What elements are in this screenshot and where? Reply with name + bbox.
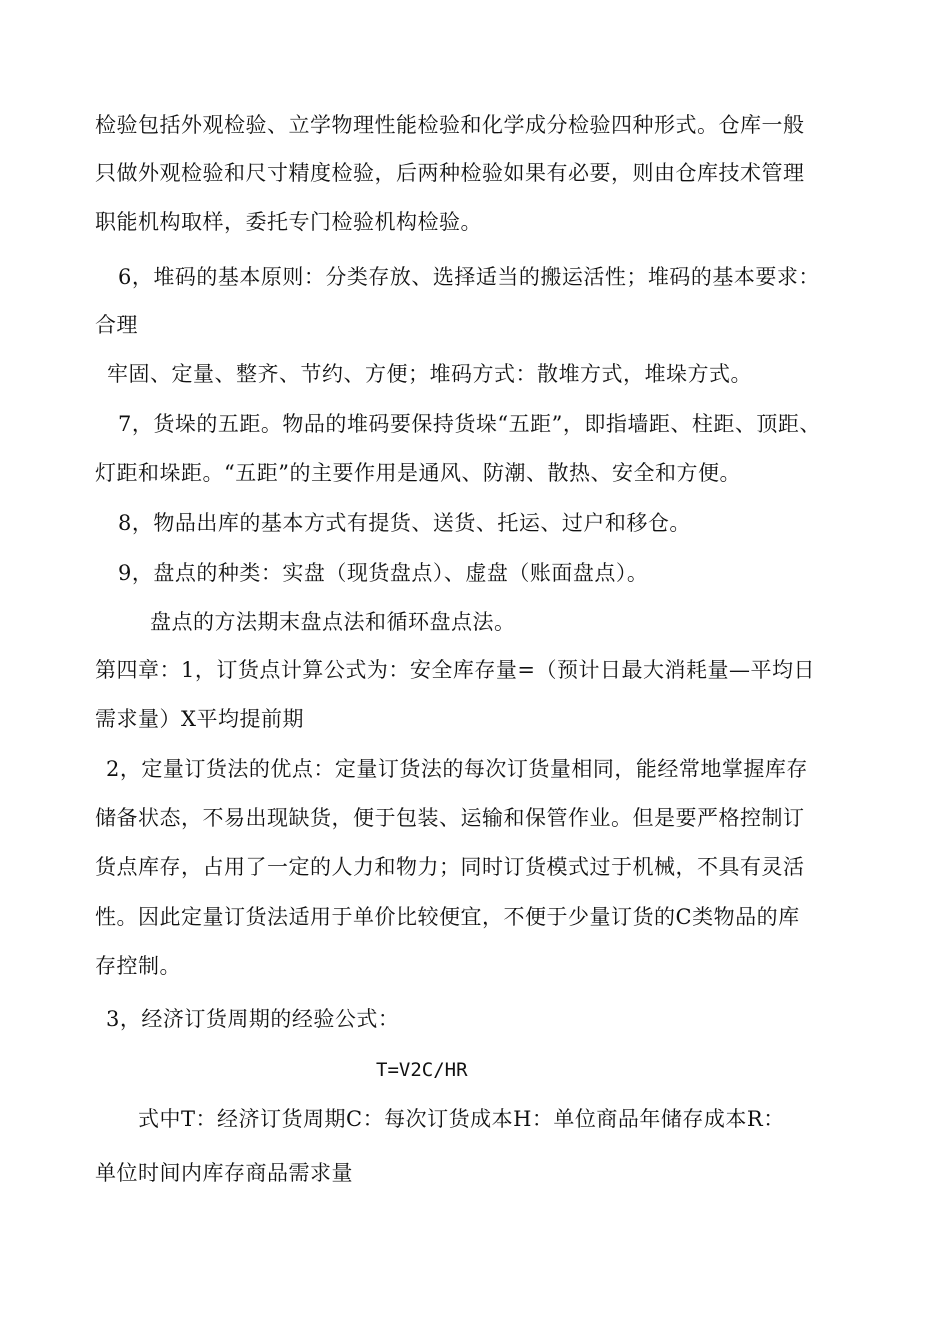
- text-line: 存控制。: [95, 954, 181, 978]
- text-line: 职能机构取样，委托专门检验机构检验。: [95, 210, 482, 234]
- text-line: 单位时间内库存商品需求量: [95, 1161, 353, 1185]
- text-line: 3，经济订货周期的经验公式：: [106, 1007, 400, 1031]
- text-line: 合理: [95, 313, 138, 337]
- formula: T=V2C/HR: [376, 1059, 468, 1081]
- text-line: 储备状态，不易出现缺货，便于包装、运输和保管作业。但是要严格控制订: [95, 806, 805, 830]
- text-line: 检验包括外观检验、立学物理性能检验和化学成分检验四种形式。仓库一般: [95, 113, 805, 137]
- text-line: 货点库存，占用了一定的人力和物力；同时订货模式过于机械，不具有灵活: [95, 855, 805, 879]
- text-line: 8，物品出库的基本方式有提货、送货、托运、过户和移仓。: [118, 511, 691, 535]
- text-line: 需求量）X平均提前期: [95, 707, 304, 731]
- text-line: 6，堆码的基本原则：分类存放、选择适当的搬运活性；堆码的基本要求：: [118, 265, 820, 289]
- text-line: 灯距和垛距。“五距”的主要作用是通风、防潮、散热、安全和方便。: [95, 461, 741, 485]
- text-line: 第四章：1，订货点计算公式为：安全库存量=（预计日最大消耗量—平均日: [95, 658, 815, 682]
- text-line: 7，货垛的五距。物品的堆码要保持货垛“五距”，即指墙距、柱距、顶距、: [118, 412, 821, 436]
- text-line: 盘点的方法期末盘点法和循环盘点法。: [150, 610, 516, 634]
- text-line: 性。因此定量订货法适用于单价比较便宜，不便于少量订货的C类物品的库: [95, 905, 800, 929]
- text-line: 只做外观检验和尺寸精度检验，后两种检验如果有必要，则由仓库技术管理: [95, 161, 805, 185]
- text-line: 式中T：经济订货周期C：每次订货成本H：单位商品年储存成本R：: [138, 1107, 785, 1131]
- text-line: 9，盘点的种类：实盘（现货盘点）、虚盘（账面盘点）。: [118, 561, 649, 585]
- text-line: 牢固、定量、整齐、节约、方便；堆码方式：散堆方式，堆垛方式。: [107, 362, 752, 386]
- text-line: 2，定量订货法的优点：定量订货法的每次订货量相同，能经常地掌握库存: [106, 757, 808, 781]
